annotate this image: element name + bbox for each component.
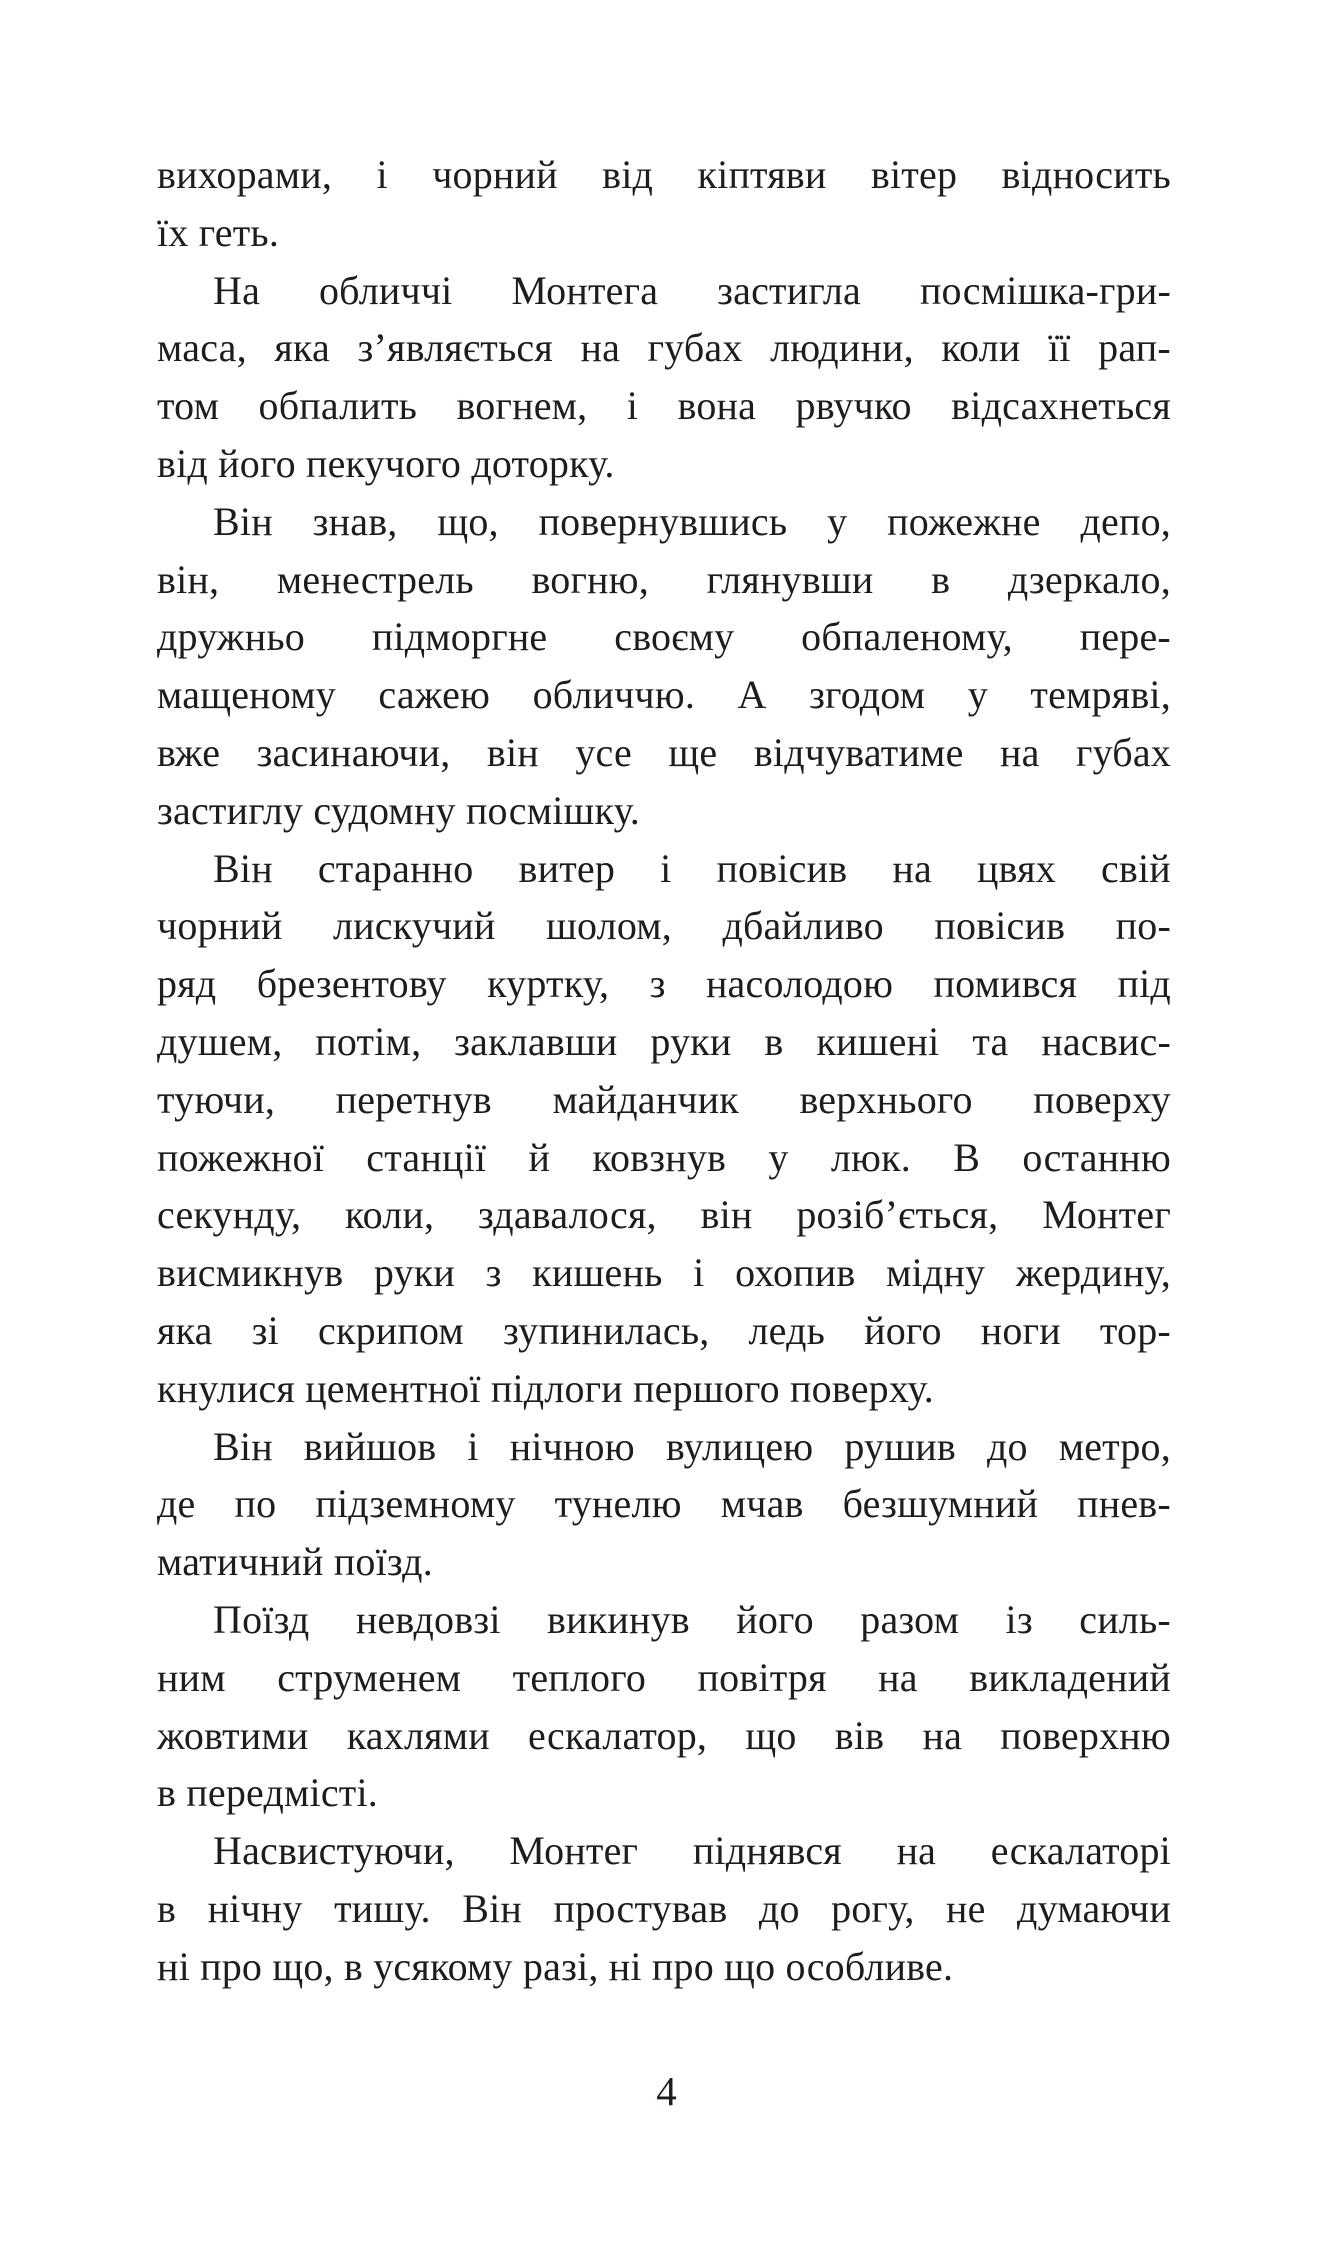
word: до xyxy=(758,1885,800,1931)
word: викинув xyxy=(547,1596,690,1642)
word: потім, xyxy=(315,1018,422,1064)
word: безшумний xyxy=(842,1481,1039,1527)
word: із xyxy=(1005,1596,1033,1642)
word: її xyxy=(1047,325,1071,371)
word: коли, xyxy=(344,1192,435,1238)
word: вітер xyxy=(870,152,958,197)
word: з’являється xyxy=(357,325,553,371)
word: не xyxy=(946,1885,986,1931)
text-line xyxy=(157,551,1171,609)
word: повісив xyxy=(934,903,1066,949)
word: брезентову xyxy=(256,961,447,1007)
word: він, xyxy=(157,556,220,602)
word: На xyxy=(213,267,261,313)
word: застигла xyxy=(717,267,862,313)
text-line xyxy=(157,1475,1171,1533)
word: мідну xyxy=(886,1250,986,1296)
word: підморгне xyxy=(371,614,548,660)
word: вже xyxy=(157,729,221,775)
text-line: ні про що, в усякому разі, ні про що особливе. xyxy=(157,1943,954,1989)
word: рвучко xyxy=(795,383,912,429)
word: насвис- xyxy=(1041,1018,1171,1064)
word: пожежне xyxy=(887,498,1041,544)
word: заклавши xyxy=(454,1018,618,1064)
word: Він xyxy=(462,1885,523,1931)
word: ескалатор, xyxy=(528,1712,708,1758)
word: витер xyxy=(518,845,616,891)
word: на xyxy=(878,1654,918,1700)
text-line xyxy=(157,1649,1171,1707)
word: депо, xyxy=(1080,498,1171,544)
word: вулицею xyxy=(665,1423,814,1469)
word: темряві, xyxy=(1030,672,1171,718)
word: кишені xyxy=(816,1018,940,1064)
word: рогу, xyxy=(831,1885,915,1931)
word: коли xyxy=(941,325,1021,371)
word: Поїзд xyxy=(213,1596,310,1642)
word: підземному xyxy=(315,1481,516,1527)
word: тишу. xyxy=(334,1885,431,1931)
word: поверхню xyxy=(1000,1712,1171,1758)
word: лискучий xyxy=(333,903,496,949)
word: вона xyxy=(677,383,757,429)
word: руки xyxy=(373,1250,456,1296)
word: чорний xyxy=(157,903,283,949)
word: усе xyxy=(575,729,632,775)
word: нічною xyxy=(509,1423,635,1469)
text-line xyxy=(157,1244,1171,1302)
word: вийшов xyxy=(303,1423,437,1469)
text-line: в передмісті. xyxy=(157,1770,378,1816)
word: кіптяви xyxy=(697,152,827,197)
word: поверху xyxy=(1033,1076,1171,1122)
word: руки xyxy=(650,1018,732,1064)
word: Монтег xyxy=(509,1828,639,1874)
word: охопив xyxy=(735,1250,856,1296)
word: по xyxy=(234,1481,277,1527)
word: кишень xyxy=(532,1250,663,1296)
word: свій xyxy=(1100,845,1171,891)
word: рап- xyxy=(1098,325,1171,371)
word: рушив xyxy=(844,1423,956,1469)
word: скрипом xyxy=(317,1307,464,1353)
text-line xyxy=(157,146,1171,204)
word: куртку, xyxy=(487,961,610,1007)
word: простував xyxy=(553,1885,728,1931)
word: маса, xyxy=(157,325,247,371)
word: верхнього xyxy=(799,1076,973,1122)
word: мчав xyxy=(720,1481,804,1527)
word: ескалаторі xyxy=(990,1828,1171,1874)
word: метро, xyxy=(1058,1423,1171,1469)
word: відсахнеться xyxy=(951,383,1171,429)
text-line: застиглу судомну посмішку. xyxy=(157,787,640,833)
word: Він xyxy=(213,845,273,891)
word: ще xyxy=(668,729,718,775)
text-line xyxy=(157,724,1171,782)
word: зупинилась, xyxy=(502,1307,710,1353)
word: перетнув xyxy=(335,1076,492,1122)
word: з xyxy=(485,1250,502,1296)
word: зі xyxy=(251,1307,279,1353)
text-line xyxy=(157,1013,1171,1071)
word: і xyxy=(626,383,639,429)
word: пере- xyxy=(1079,614,1171,660)
word: вогнем, xyxy=(456,383,588,429)
word: обпаленому, xyxy=(801,614,1013,660)
word: висмикнув xyxy=(157,1250,344,1296)
text-line xyxy=(157,1822,1171,1880)
word: людини, xyxy=(770,325,914,371)
word: на xyxy=(896,1828,937,1874)
word: на xyxy=(922,1712,963,1758)
text-line: від його пекучого доторку. xyxy=(157,440,615,486)
text-line: кнулися цементної підлоги першого поверху. xyxy=(157,1365,934,1411)
text-line xyxy=(157,1071,1171,1129)
word: тор- xyxy=(1099,1307,1171,1353)
word: разом xyxy=(860,1596,960,1642)
word: глянувши xyxy=(706,556,874,602)
word: Насвистуючи, xyxy=(213,1828,455,1874)
word: губах xyxy=(647,325,743,371)
word: шолом, xyxy=(545,903,672,949)
text-line xyxy=(157,897,1171,955)
word: обпалить xyxy=(258,383,418,429)
word: по- xyxy=(1115,903,1171,949)
word: невдовзі xyxy=(355,1596,501,1642)
word: думаючи xyxy=(1017,1885,1171,1931)
word: піднявся xyxy=(692,1828,842,1874)
text-line xyxy=(157,1186,1171,1244)
word: в xyxy=(764,1018,784,1064)
text-line: матичний поїзд. xyxy=(157,1539,433,1585)
word: жердину, xyxy=(1015,1250,1171,1296)
word: він xyxy=(486,729,539,775)
word: вихорами, xyxy=(157,152,333,197)
word: ковзнув xyxy=(592,1134,727,1180)
word: посмішка-гри- xyxy=(919,267,1171,313)
word: і xyxy=(660,845,672,891)
word: кахлями xyxy=(346,1712,490,1758)
body-text xyxy=(157,146,1171,1996)
word: дзеркало, xyxy=(1007,556,1171,602)
word: обличчі xyxy=(318,267,453,313)
word: чорний xyxy=(432,152,558,197)
text-line xyxy=(157,1418,1171,1476)
word: пожежної xyxy=(157,1134,325,1180)
word: том xyxy=(157,383,220,429)
word: насолодою xyxy=(705,961,894,1007)
word: і xyxy=(467,1423,479,1469)
word: у xyxy=(768,1134,789,1180)
word: здавалося, xyxy=(478,1192,657,1238)
text-line xyxy=(157,1129,1171,1187)
text-line xyxy=(157,1707,1171,1765)
word: менестрель xyxy=(276,556,474,602)
word: майданчик xyxy=(552,1076,739,1122)
word: до xyxy=(986,1423,1028,1469)
word: з xyxy=(649,961,666,1007)
word: на xyxy=(580,325,621,371)
word: і xyxy=(376,152,388,197)
text-line xyxy=(157,1880,1171,1938)
word: й xyxy=(528,1134,551,1180)
word: Він xyxy=(213,498,273,544)
word: його xyxy=(736,1596,814,1642)
word: що, xyxy=(437,498,499,544)
word: яка xyxy=(157,1307,213,1353)
text-line xyxy=(157,955,1171,1013)
text-line xyxy=(157,262,1171,320)
word: Монтег xyxy=(1042,1192,1171,1238)
word: ледь xyxy=(748,1307,826,1353)
word: повісив xyxy=(716,845,848,891)
word: повітря xyxy=(697,1654,827,1700)
word: секунду, xyxy=(157,1192,302,1238)
word: вів xyxy=(834,1712,885,1758)
word: засинаючи, xyxy=(256,729,451,775)
word: обличчю. xyxy=(532,672,696,718)
text-line xyxy=(157,608,1171,666)
word: струменем xyxy=(277,1654,462,1700)
word: що xyxy=(745,1712,797,1758)
word: А xyxy=(737,672,767,718)
word: помився xyxy=(933,961,1078,1007)
word: повернувшись xyxy=(538,498,788,544)
word: мащеному xyxy=(157,672,336,718)
word: дружньо xyxy=(157,614,305,660)
word: він xyxy=(700,1192,753,1238)
word: розіб’ється, xyxy=(796,1192,999,1238)
text-line xyxy=(157,1302,1171,1360)
word: викладений xyxy=(969,1654,1171,1700)
word: своєму xyxy=(614,614,735,660)
word: від xyxy=(602,152,654,197)
word: старанно xyxy=(317,845,474,891)
word: жовтими xyxy=(157,1712,309,1758)
word: тунелю xyxy=(554,1481,682,1527)
word: під xyxy=(1117,961,1171,1007)
text-line xyxy=(157,666,1171,724)
word: на xyxy=(892,845,932,891)
page-number: 4 xyxy=(656,2068,677,2114)
word: яка xyxy=(274,325,330,371)
word: вогню, xyxy=(531,556,649,602)
word: дбайливо xyxy=(722,903,884,949)
word: ноги xyxy=(980,1307,1061,1353)
word: нічну xyxy=(207,1885,303,1931)
word: його xyxy=(864,1307,942,1353)
word: на xyxy=(999,729,1040,775)
word: відносить xyxy=(1001,152,1171,197)
word: в xyxy=(157,1885,177,1931)
text-line xyxy=(157,493,1171,551)
word: туючи, xyxy=(157,1076,276,1122)
word: Монтега xyxy=(511,267,659,313)
text-line: їх геть. xyxy=(157,209,280,255)
word: сажею xyxy=(378,672,491,718)
word: в xyxy=(931,556,951,602)
word: цвях xyxy=(976,845,1056,891)
word: В xyxy=(953,1134,981,1180)
word: та xyxy=(972,1018,1009,1064)
word: згодом xyxy=(809,672,926,718)
word: останню xyxy=(1022,1134,1171,1180)
word: силь- xyxy=(1079,1596,1171,1642)
word: пнев- xyxy=(1077,1481,1171,1527)
word: губах xyxy=(1076,729,1171,775)
word: у xyxy=(967,672,988,718)
text-line xyxy=(157,840,1171,898)
word: ним xyxy=(157,1654,226,1700)
word: люк. xyxy=(830,1134,911,1180)
text-line xyxy=(157,319,1171,377)
word: станції xyxy=(366,1134,487,1180)
text-line xyxy=(157,1591,1171,1649)
word: у xyxy=(827,498,848,544)
word: теплого xyxy=(512,1654,647,1700)
word: знав, xyxy=(312,498,398,544)
word: душем, xyxy=(157,1018,283,1064)
word: де xyxy=(157,1481,196,1527)
word: Він xyxy=(213,1423,273,1469)
word: і xyxy=(693,1250,705,1296)
word: відчуватиме xyxy=(753,729,964,775)
word: ряд xyxy=(157,961,217,1007)
text-line xyxy=(157,377,1171,435)
